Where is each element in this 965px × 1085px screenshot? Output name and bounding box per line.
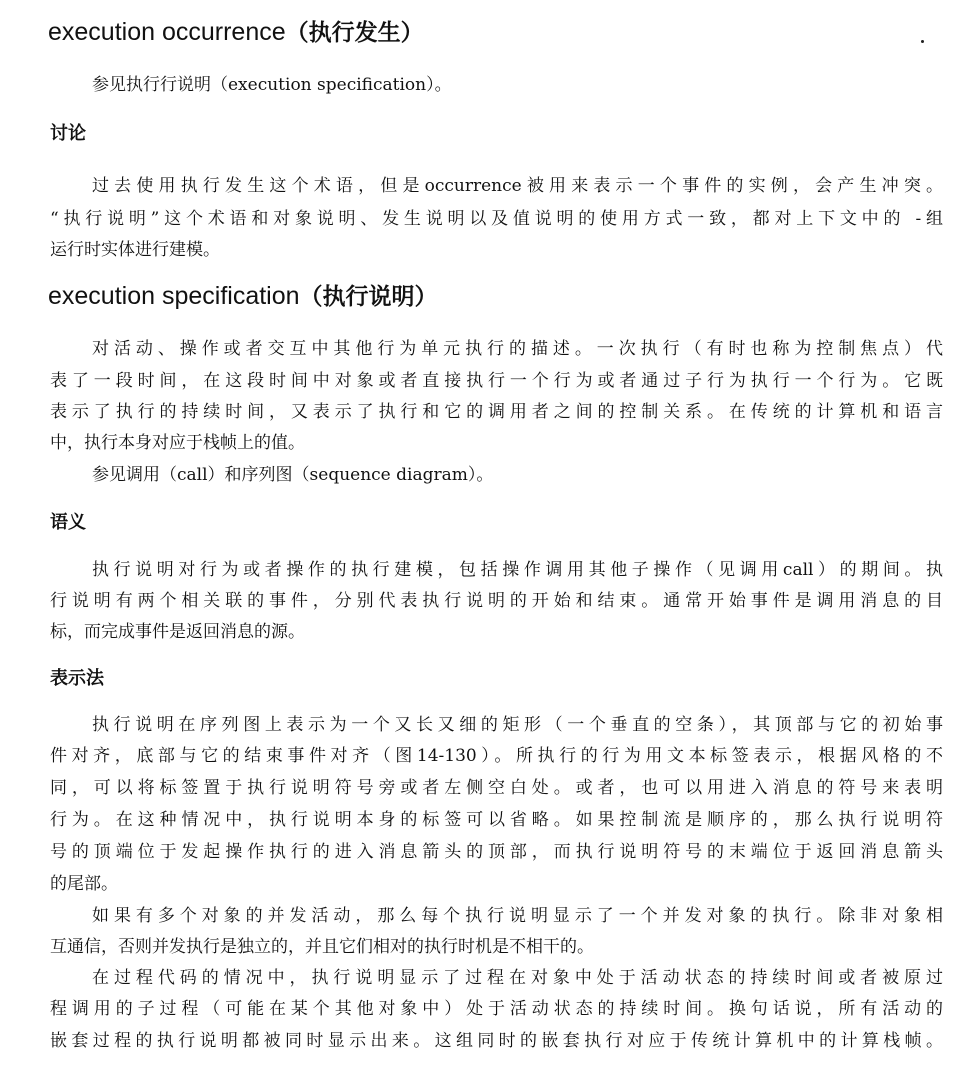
entry-title-execution-specification (48, 281, 438, 312)
paragraph-line: 的尾部。 (50, 874, 118, 894)
entry-title-en: execution specification (48, 282, 300, 310)
paragraph-line: 执行说明对行为或者操作的执行建模，包括操作调用其他子操作（见调用call）的期间。执 (92, 560, 943, 580)
entry-title-execution-occurrence (48, 17, 424, 48)
paragraph-line: 件对齐，底部与它的结束事件对齐（图14-130）。所执行的行为用文本标签表示，根据风格的不 (50, 746, 943, 766)
paragraph-line: 运行时实体进行建模。 (50, 240, 220, 260)
paragraph-line: 如果有多个对象的并发活动，那么每个执行说明显示了一个并发对象的执行。除非对象相 (92, 906, 943, 926)
entry-title-zh: （执行说明） (299, 284, 438, 310)
paragraph-line: 行说明有两个相关联的事件，分别代表执行说明的开始和结束。通常开始事件是调用消息的目 (50, 591, 943, 611)
paragraph-line: 行为。在这种情况中，执行说明本身的标签可以省略。如果控制流是顺序的，那么执行说明符 (50, 810, 943, 830)
section-heading-notation: 表示法 (50, 668, 104, 689)
paragraph-line: 同，可以将标签置于执行说明符号旁或者左侧空白处。或者，也可以用进入消息的符号来表明 (50, 778, 943, 798)
paragraph-line: 互通信，否则并发执行是独立的，并且它们相对的执行时机是不相干的。 (50, 937, 594, 957)
paragraph-line: 标，而完成事件是返回消息的源。 (50, 622, 305, 642)
section-heading-semantics: 语义 (50, 512, 86, 533)
paragraph-line: 表示了执行的持续时间，又表示了执行和它的调用者之间的控制关系。在传统的计算机和语言 (50, 402, 943, 422)
paragraph-line: 嵌套过程的执行说明都被同时显示出来。这组同时的嵌套执行对应于传统计算机中的计算栈帧。 (50, 1031, 943, 1051)
entry-title-en: execution occurrence (48, 18, 286, 46)
paragraph-line: 过去使用执行发生这个术语，但是occurrence被用来表示一个事件的实例，会产生冲突。 (92, 176, 943, 196)
section-heading-discussion: 讨论 (50, 123, 86, 144)
entry-title-zh: （执行发生） (285, 20, 424, 46)
paragraph-line: 号的顶端位于发起操作执行的进入消息箭头的顶部，而执行说明符号的末端位于返回消息箭头 (50, 842, 943, 862)
see-also-line: 参见调用（call）和序列图（sequence diagram）。 (92, 465, 494, 485)
paragraph-line: “执行说明”这个术语和对象说明、发生说明以及值说明的使用方式一致，都对上下文中的 -组 (50, 209, 943, 229)
paragraph-line: 执行说明在序列图上表示为一个又长又细的矩形（一个垂直的空条），其顶部与它的初始事 (92, 715, 943, 735)
scan-speck (921, 40, 924, 43)
see-also-line: 参见执行行说明（execution specification）。 (92, 75, 452, 95)
paragraph-line: 对活动、操作或者交互中其他行为单元执行的描述。一次执行（有时也称为控制焦点）代 (92, 339, 943, 359)
paragraph-line: 在过程代码的情况中，执行说明显示了过程在对象中处于活动状态的持续时间或者被原过 (92, 968, 943, 988)
paragraph-line: 表了一段时间，在这段时间中对象或者直接执行一个行为或者通过子行为执行一个行为。它既 (50, 371, 943, 391)
paragraph-line: 中，执行本身对应于栈帧上的值。 (50, 433, 305, 453)
paragraph-line: 程调用的子过程（可能在某个其他对象中）处于活动状态的持续时间。换句话说，所有活动的 (50, 999, 943, 1019)
